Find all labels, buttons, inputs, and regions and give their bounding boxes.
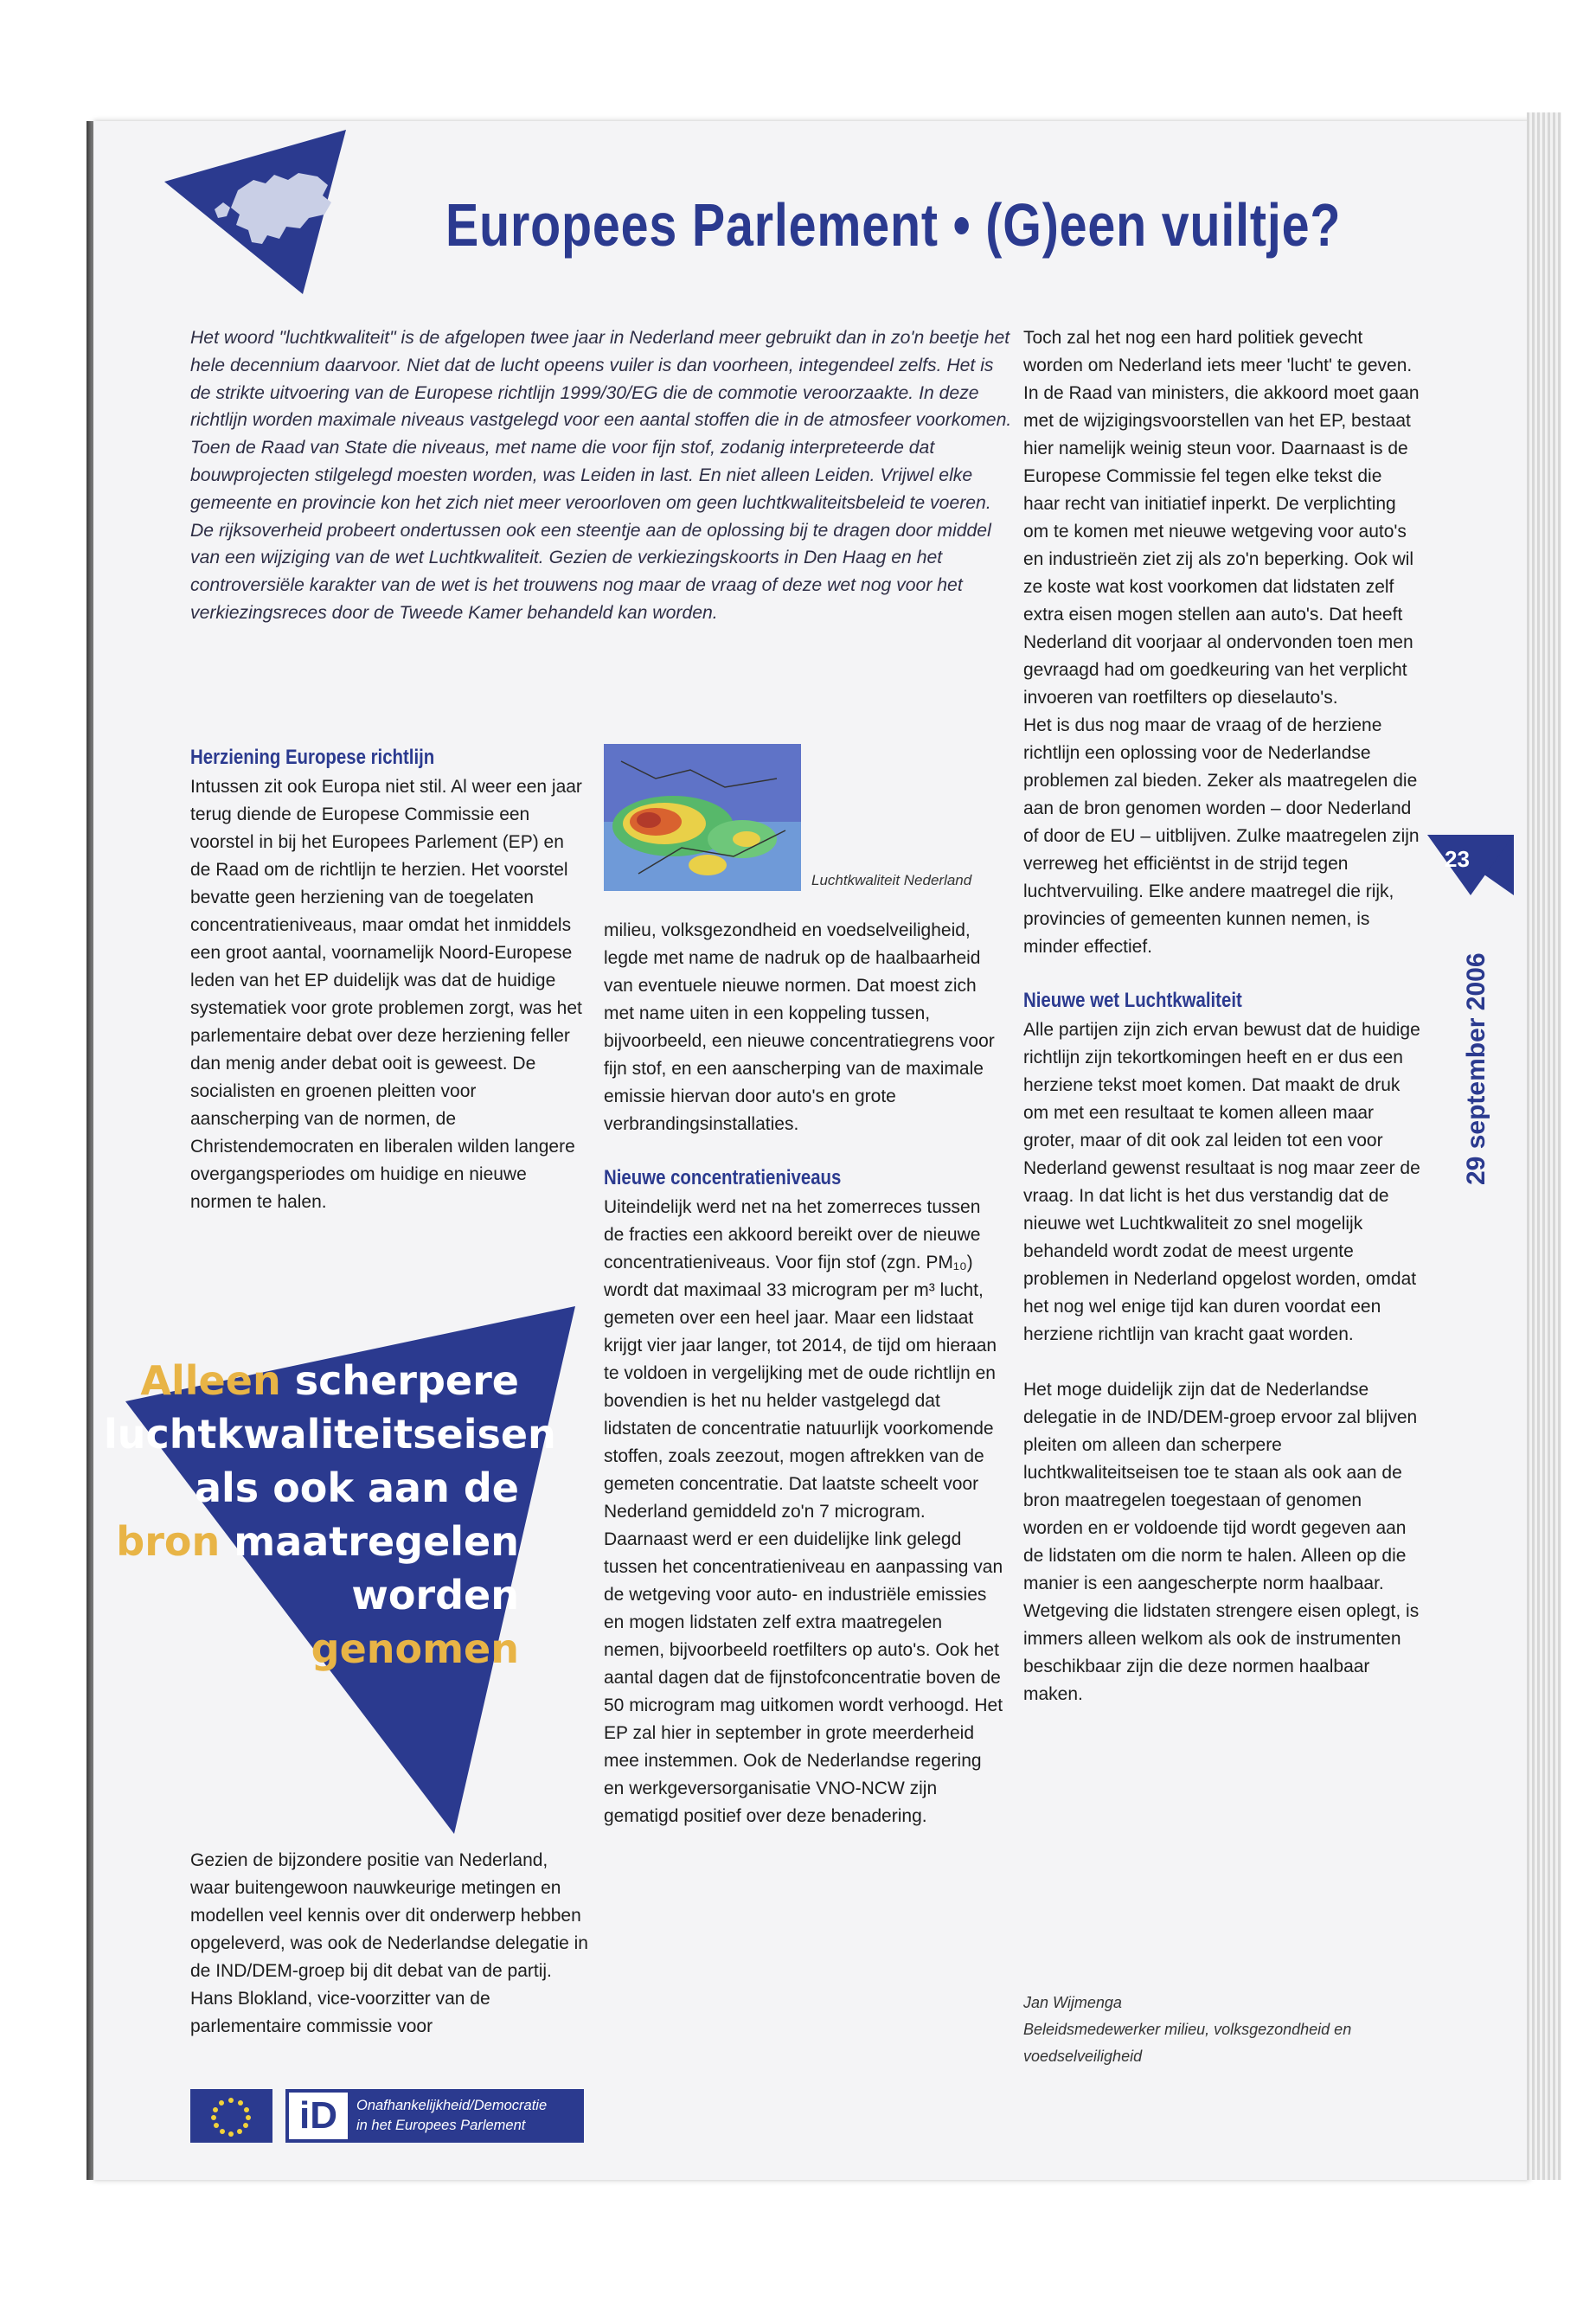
column-1-continued: [190, 1847, 588, 2041]
section-body: milieu, volksgezondheid en voedselveiligheid, legde met name de nadruk op de haalbaarheid van eventuele nieuwe normen. Dat moest zich met name uiten in een koppeling tussen, bijvoorbeeld, een nieuwe concentratiegrens voor fijn stof, en een aanscherping van de maximale emissie hiervan door auto's en grote verbrandingsinstallaties.: [604, 920, 995, 1134]
section-body: Intussen zit ook Europa niet stil. Al weer een jaar terug diende de Europese Commissie een voorstel in bij het Europees Parlement (EP) en de Raad om de richtlijn te herzien. Het voorstel bevatte geen herziening van de toegelaten concentratieniveaus, maar omdat het inmiddels een groot aantal, voornamelijk Noord-Europese leden van het EP duidelijk was dat de huidige systematiek voor grote problemen zorgt, was het parlementaire debat over deze herziening feller dan menig ander debat ooit is geweest. De socialisten en groenen pleitten voor aanscherping van de normen, de Christendemocraten en liberalen wilden langere overgangsperiodes om huidige en nieuwe normen te halen.: [190, 777, 582, 1212]
article-intro: Het woord "luchtkwaliteit" is de afgelopen twee jaar in Nederland meer gebruikt dan in zo'n beetje het hele decennium daarvoor. Niet dat de lucht opeens vuiler is dan voorheen, integendeel zelfs. Het is de strikte uitvoering van de Europese richtlijn 1999/30/EG die de commotie veroorzaakte. In deze richtlijn worden maximale niveaus vastgelegd voor een aantal stoffen die in de atmosfeer voorkomen. Toen de Raad van State die niveaus, met name die voor fijn stof, zodanig interpreteerde dat bouwprojecten stilgelegd moesten worden, was Leiden in last. En niet alleen Leiden. Vrijwel elke gemeente en provincie kon het zich niet meer veroorloven om geen luchtkwaliteitsbeleid te voeren. De rijksoverheid probeert ondertussen ook een steentje aan de oplossing bij te dragen door middel van een wijziging van de wet Luchtkwaliteit. Gezien de verkiezingskoorts in Den Haag en het controversiële karakter van de wet is het trouwens nog maar de vraag of deze wet nog voor het verkiezingsreces door de Tweede Kamer behandeld kan worden.: [190, 328, 1012, 623]
europe-map-icon: [156, 130, 398, 303]
section-body: Het is dus nog maar de vraag of de herziene richtlijn een oplossing voor de Nederlandse problemen zal bieden. Zeker als maatregelen die aan de bron genomen worden – door Nederland of door de EU – uitblijven. Zulke maatregelen zijn verreweg het efficiëntst in de strijd tegen luchtvervuiling. Elke andere maatregel die rijk, provincies of gemeenten kunnen nemen, is minder effectief.: [1023, 715, 1420, 957]
column-2: [604, 917, 1003, 1830]
page-number-tab: [1427, 835, 1514, 895]
section-body: Gezien de bijzondere positie van Nederland, waar buitengewoon nauwkeurige metingen en modellen veel kennis over dit onderwerp hebben opgeleverd, was ook de Nederlandse delegatie in de IND/DEM-groep bij dit debat van de partij. Hans Blokland, vice-voorzitter van de parlementaire commissie voor: [190, 1850, 588, 2036]
eu-flag-logo: [190, 2089, 272, 2143]
author-signature: [1023, 1990, 1430, 2070]
column-1: [190, 744, 584, 1216]
section-body: Het moge duidelijk zijn dat de Nederlandse delegatie in de IND/DEM-groep ervoor zal blijven pleiten om alleen dan scherpere luchtkwaliteitseisen toe te staan als ook aan de bron maatregelen toegestaan of genomen worden en er voldoende tijd wordt gegeven aan de lidstaten om die norm te halen. Alleen op die manier is een aangescherpte norm haalbaar. Wetgeving die lidstaten strengere eisen oplegt, is immers alleen welkom als ook de instrumenten beschikbaar zijn die deze normen haalbaar maken.: [1023, 1380, 1420, 1704]
map-caption: Luchtkwaliteit Nederland: [811, 872, 972, 888]
section-body: Alle partijen zijn zich ervan bewust dat de huidige richtlijn zijn tekortkomingen heeft en er dus een herziene tekst moet komen. Dat maakt de druk om met een resultaat te komen alleen maar groter, maar of dit ook zal leiden tot een voor Nederland gewenst resultaat is nog maar zeer de vraag. In dat licht is het dus verstandig dat de nieuwe wet Luchtkwaliteit zo snel mogelijk behandeld wordt zodat de meest urgente problemen in Nederland opgelost worden, omdat het nog wel enige tijd kan duren voordat een herziene richtlijn van kracht gaat worden.: [1023, 1020, 1420, 1344]
author-role: Beleidsmedewerker milieu, volksgezondheid en voedselveiligheid: [1023, 2021, 1352, 2065]
section-heading: Nieuwe wet Luchtkwaliteit: [1023, 989, 1242, 1012]
section-body: Toch zal het nog een hard politiek gevecht worden om Nederland iets meer 'lucht' te geven. In de Raad van ministers, die akkoord moet gaan met de wijzigingsvoorstellen van het EP, bestaat hier namelijk weinig steun voor. Daarnaast is de Europese Commissie fel tegen elke tekst die haar recht van initiatief inperkt. De verplichting om te komen met nieuwe wetgeving voor auto's en industrieën ziet zij als zo'n beperking. Ook wil ze koste wat kost voorkomen dat lidstaten zelf extra eisen mogen stellen aan auto's. Dat heeft Nederland dit voorjaar al ondervonden toen men gevraagd had om goedkeuring van het verplicht invoeren van roetfilters op dieselauto's.: [1023, 328, 1420, 708]
page-edges: [1527, 112, 1561, 2180]
column-3: [1023, 324, 1423, 1708]
section-heading: Nieuwe concentratieniveaus: [604, 1166, 842, 1189]
logo-text: Onafhankelijkheid/Democratie in het Europees Parlement: [356, 2098, 548, 2133]
eu-stars-icon: [190, 2089, 272, 2143]
section-heading: Herziening Europese richtlijn: [190, 746, 435, 769]
issue-date: 29 september 2006: [1462, 952, 1490, 1185]
air-quality-map: [604, 744, 801, 891]
author-name: Jan Wijmenga: [1023, 1994, 1122, 2011]
pull-quote: Alleen scherpere luchtkwaliteitseisen als ook aan de bron maatregelen worden genomen: [104, 1357, 556, 1672]
section-body: Uiteindelijk werd net na het zomerreces tussen de fracties een akkoord bereikt over de nieuwe concentratieniveaus. Voor fijn stof (zgn. PM₁₀) wordt dat maximaal 33 microgram per m³ lucht, gemeten over een heel jaar. Maar een lidstaat krijgt vier jaar langer, tot 2014, de tijd om hieraan te voldoen in vergelijking met de oude richtlijn en bovendien is het nu helder vastgelegd dat lidstaten de concentratie natuurlijk voorkomende stoffen, zoals zeezout, mogen aftrekken van de gemeten concentratie. Dat laatste scheelt voor Nederland gemiddeld zo'n 7 microgram. Daarnaast werd er een duidelijke link gelegd tussen het concentratieniveau en aanpassing van de wetgeving voor auto- en industriële emissies en mogen lidstaten zelf extra maatregelen nemen, bijvoorbeeld roetfilters op auto's. Ook het aantal dagen dat de fijnstofconcentratie boven de 50 microgram mag uitkomen wordt verhoogd. Het EP zal hier in september in grote meerderheid mee instemmen. Ook de Nederlandse regering en werkgeversorganisatie VNO-NCW zijn gematigd positief over deze benadering.: [604, 1197, 1003, 1826]
logo-badge: iD: [289, 2093, 348, 2139]
page-number: 23: [1445, 846, 1470, 872]
ind-dem-logo: [285, 2089, 584, 2143]
article-title: Europees Parlement • (G)een vuiltje?: [445, 191, 1342, 259]
